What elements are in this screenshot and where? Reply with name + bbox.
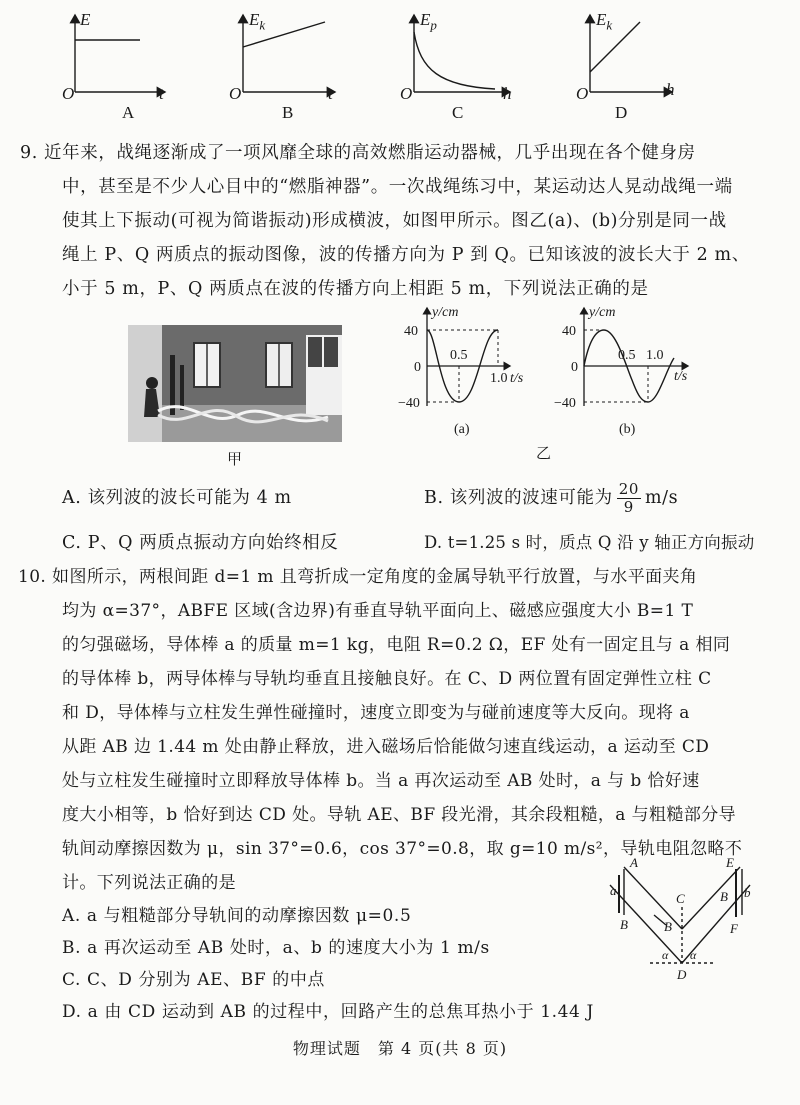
graph-b-caption: (b) [619,422,636,437]
top-graphs [0,0,800,140]
graph-b-caption: B [282,103,294,122]
q9-line-3: 使其上下振动(可视为简谐振动)形成横波，如图甲所示。图乙(a)、(b)分别是同一战 [62,211,727,231]
graph-c-caption: C [452,103,464,122]
q9-option-b[interactable]: B. 该列波的波速可能为 $\frac{20}{9}$ m/s [424,480,679,516]
graph-c-origin: O [400,84,413,103]
graph-b-tick-05: 0.5 [618,348,636,363]
label-alpha-1: α [662,948,669,962]
graph-a-y-label: E [80,10,91,29]
graph-a-tick-0: 0 [414,360,421,375]
graph-a-tick-40: 40 [404,324,418,339]
graph-c-y-label: $E_p$ [420,10,437,33]
graph-d-origin: O [576,84,589,103]
graph-a-tick-neg40: −40 [398,396,420,411]
graph-b-y-label: $E_k$ [249,10,266,33]
graph-b-tick-40: 40 [562,324,576,339]
graph-a-xlabel: t/s [510,371,524,386]
q9-line-2: 中，甚至是不少人心目中的“燃脂神器”。一次战绳练习中，某运动达人晃动战绳一端 [62,177,733,197]
fig-jia-caption: 甲 [227,450,243,468]
q10-line-10: 计。下列说法正确的是 [62,873,236,893]
label-D: D [677,967,687,982]
q10-option-a[interactable]: A. a 与粗糙部分导轨间的动摩擦因数 μ=0.5 [62,906,412,926]
graph-b-xlabel: t/s [674,369,688,384]
rail-diagram [590,855,770,985]
graph-b-x-label: t [328,84,333,103]
q10-option-d[interactable]: D. a 由 CD 运动到 AB 的过程中，回路产生的总焦耳热小于 1.44 J [62,1002,594,1022]
q10-option-b[interactable]: B. a 再次运动至 AB 处时，a、b 的速度大小为 1 m/s [62,938,490,958]
label-field-B-2: B [720,889,728,904]
battle-rope-illustration [128,325,342,442]
q10-option-c[interactable]: C. C、D 分别为 AE、BF 的中点 [62,970,326,990]
q10-line-7: 处与立柱发生碰撞时立即释放导体棒 b。当 a 再次运动至 AB 处时，a 与 b 恰好速 [62,771,700,791]
q10-line-8: 度大小相等，b 恰好到达 CD 处。导轨 AE、BF 段光滑，其余段粗糙，a 与粗糙部分导 [62,805,737,825]
q9-line-1: 9. 近年来，战绳逐渐成了一项风靡全球的高效燃脂运动器械，几乎出现在各个健身房 [20,143,696,163]
label-F: F [730,921,738,936]
graph-c-x-label: h [503,84,512,103]
q10-line-3: 的匀强磁场，导体棒 a 的质量 m=1 kg，电阻 R=0.2 Ω，EF 处有一固定且与 a 相同 [62,635,731,655]
graph-a-ylabel: y/cm [432,305,459,320]
q9-option-b-denominator: 9 [623,498,634,516]
q9-line-4: 绳上 P、Q 两质点的振动图像，波的传播方向为 P 到 Q。已知该波的波长大于 2 m、 [62,245,750,265]
graph-d-x-label: h [666,80,675,99]
graph-d-caption: D [615,103,628,122]
vibration-graph-a [398,305,524,437]
graph-a-caption: (a) [454,422,470,437]
graph-b-origin: O [229,84,242,103]
fig-yi-caption: 乙 [536,446,552,460]
vibration-graphs [370,300,700,460]
vibration-graph-b [554,305,688,437]
battle-rope-photo [128,325,342,442]
label-B: B [620,917,628,932]
q10-line-5: 和 D，导体棒与立柱发生弹性碰撞时，速度立即变为与碰前速度等大反向。现将 a [62,703,690,723]
graph-a-tick-05: 0.5 [450,348,468,363]
label-E: E [726,855,734,870]
label-rod-a: a [610,883,617,898]
graph-b-tick-10: 1.0 [646,348,664,363]
graph-b-tick-0: 0 [571,360,578,375]
label-A: A [630,855,638,870]
label-alpha-2: α [690,948,697,962]
q10-line-9: 轨间动摩擦因数为 μ，sin 37°=0.6，cos 37°=0.8，取 g=10 m/s²，导轨电阻忽略不 [62,839,743,859]
graph-a-x-label: t [159,84,164,103]
q9-option-c[interactable]: C. P、Q 两质点振动方向始终相反 [62,533,339,553]
graph-d-y-label: $E_k$ [596,10,613,33]
label-rod-b: b [744,885,751,900]
graph-a-origin: O [62,84,75,103]
q10-line-2: 均为 α=37°，ABFE 区域(含边界)有垂直导轨平面向上、磁感应强度大小 B=1 T [62,601,694,621]
q10-line-4: 的导体棒 b，两导体棒与导轨均垂直且接触良好。在 C、D 两位置有固定弹性立柱 C [62,669,712,689]
label-C: C [676,891,685,906]
q9-option-d[interactable]: D. t=1.25 s 时，质点 Q 沿 y 轴正方向振动 [424,533,755,552]
graph-a-tick-10: 1.0 [490,371,508,386]
graph-b-ylabel: y/cm [589,305,616,320]
graph-a-caption: A [122,103,135,122]
graph-b-tick-neg40: −40 [554,396,576,411]
label-field-B: B [664,919,672,934]
q9-line-5: 小于 5 m，P、Q 两质点在波的传播方向上相距 5 m，下列说法正确的是 [62,279,649,299]
q9-option-a[interactable]: A. 该列波的波长可能为 4 m [62,488,292,508]
q9-option-b-numerator: 20 [618,480,639,498]
q10-line-6: 从距 AB 边 1.44 m 处由静止释放，进入磁场后恰能做匀速直线运动，a 运动至 CD [62,737,710,757]
page-footer: 物理试题 第 4 页(共 8 页) [292,1039,508,1058]
q10-line-1: 10. 如图所示，两根间距 d=1 m 且弯折成一定角度的金属导轨平行放置，与水平面夹角 [18,567,698,587]
